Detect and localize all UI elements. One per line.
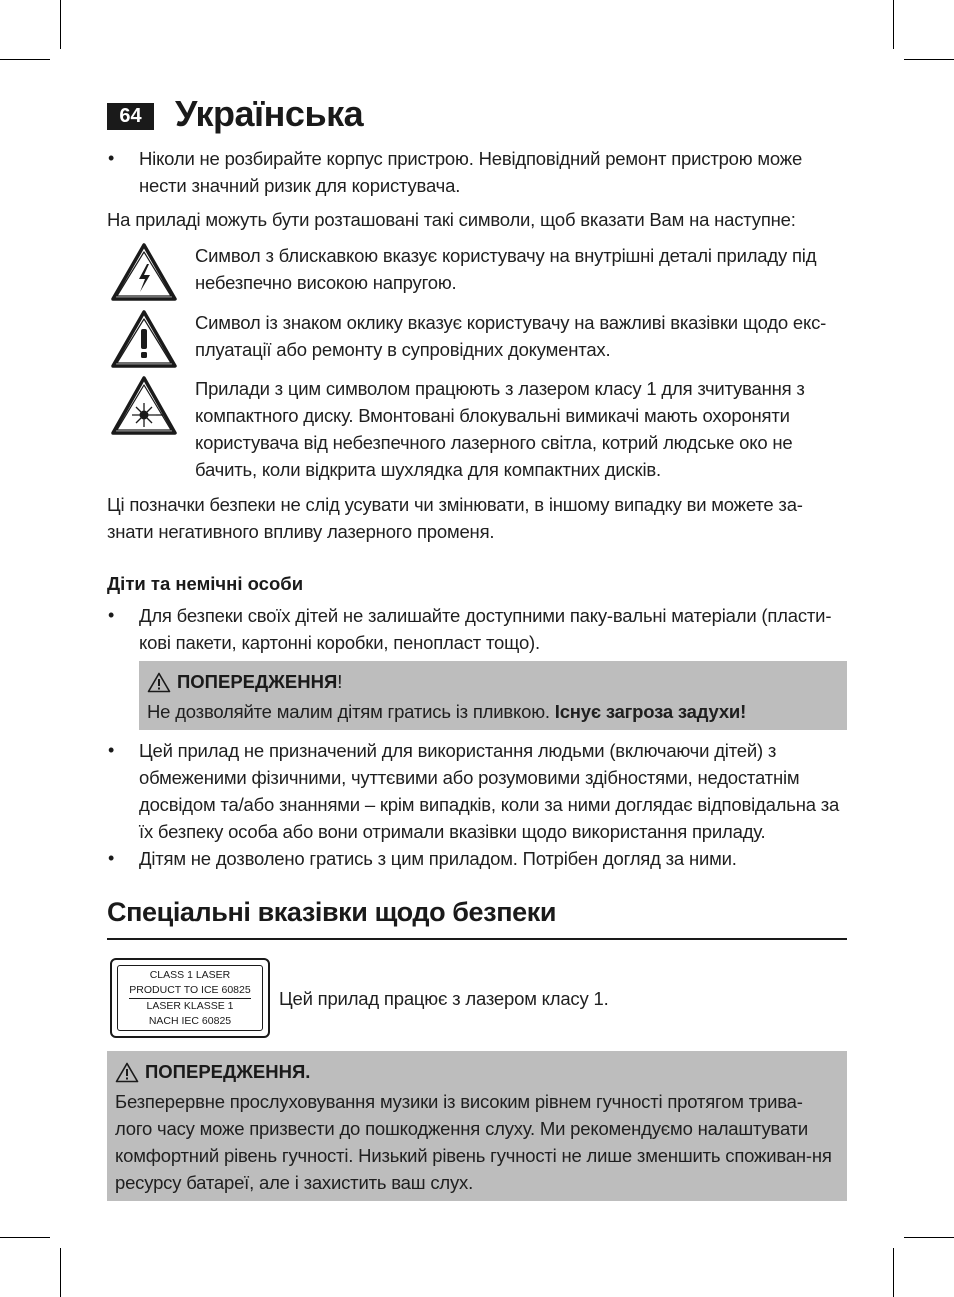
children-bullet-supervision: Дітям не дозволено гратись з цим приладом. Потрібен догляд за ними. bbox=[139, 848, 737, 869]
crop-mark bbox=[904, 1237, 954, 1238]
warning-title bbox=[147, 671, 342, 693]
laser-class-text: Цей прилад працює з лазером класу 1. bbox=[279, 988, 609, 1009]
warning-emphasis: Існує загроза задухи! bbox=[554, 701, 747, 722]
crop-mark bbox=[0, 59, 50, 60]
warning-box-hearing bbox=[107, 1051, 847, 1201]
laser-label-line: PRODUCT TO ICE 60825 bbox=[129, 983, 250, 999]
children-bullet-packaging: Для безпеки своїх дітей не залишайте доступними паку-вальні матеріали (пласти-кові пакети, картонні коробки, пенопласт тощо). bbox=[139, 605, 832, 653]
crop-mark bbox=[60, 1248, 61, 1297]
children-bullet-capabilities: Цей прилад не призначений для використання людьми (включаючи дітей) з обмеженими фізичними, чуттєвими або розумовими здібностями, недостатнім досвідом та/або знаннями – крім випадків, коли за ними доглядає відповідальна за їх безпеку особа або вони отримали вказівки щодо використання приладу. bbox=[139, 740, 840, 842]
safety-labels-note: Ці позначки безпеки не слід усувати чи змінювати, в іншому випадку ви можете за-знати негативного впливу лазерного променя. bbox=[107, 494, 803, 542]
warning-text: Не дозволяйте малим дітям гратись із пливкою. bbox=[147, 701, 550, 722]
symbols-intro: На приладі можуть бути розташовані такі символи, щоб вказати Вам на наступне: bbox=[107, 209, 796, 230]
warning-text-hearing: Безперервне прослуховування музики із високим рівнем гучності протягом трива-лого часу може призвести до пошкодження слуху. Ми рекомендуємо налаштувати комфортний рівень гучності. Низький рівень гучності не лише зменшить споживан-ня ресурсу батареї, але і захистить ваш слух. bbox=[115, 1091, 832, 1193]
warning-triangle-icon bbox=[147, 672, 171, 693]
crop-mark bbox=[893, 1248, 894, 1297]
laser-label-line: LASER KLASSE 1 bbox=[146, 999, 234, 1012]
exclamation-warning-icon bbox=[110, 309, 178, 369]
bullet-dot: • bbox=[108, 605, 115, 625]
crop-mark bbox=[0, 1237, 50, 1238]
warning-text-children bbox=[147, 698, 847, 725]
lightning-warning-icon bbox=[110, 242, 178, 302]
crop-mark bbox=[904, 59, 954, 60]
children-heading: Діти та немічні особи bbox=[107, 573, 304, 594]
warning-box-children bbox=[139, 661, 847, 730]
laser-warning-icon bbox=[110, 375, 178, 437]
symbol-text-lightning: Символ з блискавкою вказує користувачу на внутрішні деталі приладу під небезпечно високою напругою. bbox=[195, 245, 817, 293]
section-heading: Спеціальні вказівки щодо безпеки bbox=[107, 897, 557, 927]
crop-mark bbox=[60, 0, 61, 49]
warning-title-text: ПОПЕРЕДЖЕННЯ. bbox=[145, 1061, 311, 1082]
warning-triangle-icon bbox=[115, 1062, 139, 1083]
bullet-dot: • bbox=[108, 848, 115, 868]
bullet-dot: • bbox=[108, 148, 115, 168]
bullet-dot: • bbox=[108, 740, 115, 760]
warning-title bbox=[115, 1061, 310, 1083]
warning-title-suffix: ! bbox=[337, 671, 343, 692]
laser-label-line: CLASS 1 LASER bbox=[149, 968, 231, 981]
intro-bullet: Ніколи не розбирайте корпус пристрою. Невідповідний ремонт пристрою може нести значний ризик для користувача. bbox=[139, 148, 803, 196]
symbol-text-laser: Прилади з цим символом працюють з лазером класу 1 для зчитування з компактного диску. Вмонтовані блокувальні вимикачі мають охороняти користувача від небезпечного лазерного світла, котрий людське око не бачить, коли відкрита шухлядка для компактних дисків. bbox=[195, 378, 805, 480]
warning-title-text: ПОПЕРЕДЖЕННЯ bbox=[177, 671, 338, 692]
section-divider bbox=[107, 938, 847, 940]
laser-label-line: NACH IEC 60825 bbox=[148, 1014, 232, 1027]
crop-mark bbox=[893, 0, 894, 49]
page-number: 64 bbox=[107, 103, 154, 130]
page-title: Українська bbox=[175, 93, 364, 134]
laser-class-label bbox=[110, 958, 270, 1038]
symbol-text-exclamation: Символ із знаком оклику вказує користувачу на важливі вказівки щодо екс-плуатації або ремонту в супровідних документах. bbox=[195, 312, 827, 360]
